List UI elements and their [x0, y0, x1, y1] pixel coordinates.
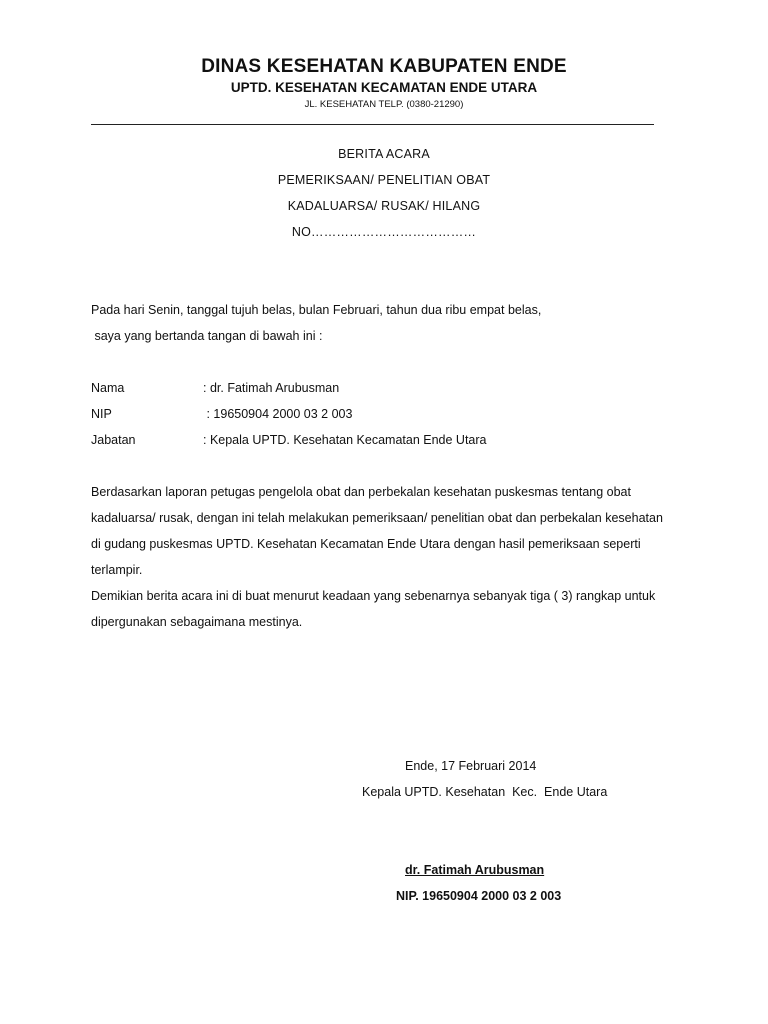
agency-title: DINAS KESEHATAN KABUPATEN ENDE: [201, 56, 567, 77]
doc-title-line2: PEMERIKSAAN/ PENELITIAN OBAT: [277, 173, 491, 187]
intro-line-1: Pada hari Senin, tanggal tujuh belas, bulan Februari, tahun dua ribu empat belas,: [91, 303, 542, 317]
paragraph1-line-1: Berdasarkan laporan petugas pengelola obat dan perbekalan kesehatan puskesmas tentang obat: [91, 485, 631, 499]
unit-title: UPTD. KESEHATAN KECAMATAN ENDE UTARA: [230, 80, 538, 95]
field-label-nip: NIP: [91, 407, 112, 421]
doc-title-line3: KADALUARSA/ RUSAK/ HILANG: [287, 199, 481, 213]
intro-line-2: saya yang bertanda tangan di bawah ini :: [91, 329, 323, 343]
doc-title-line1: BERITA ACARA: [338, 147, 430, 161]
letterhead-divider: [91, 124, 654, 125]
signature-nip: NIP. 19650904 2000 03 2 003: [396, 889, 562, 903]
paragraph2-line-2: dipergunakan sebagaimana mestinya.: [91, 615, 303, 629]
paragraph1-line-3: di gudang puskesmas UPTD. Kesehatan Kecamatan Ende Utara dengan hasil pemeriksaan seperti: [91, 537, 641, 551]
paragraph1-line-2: kadaluarsa/ rusak, dengan ini telah melakukan pemeriksaan/ penelitian obat dan perbekalan kesehatan: [91, 511, 663, 525]
signature-place-date: Ende, 17 Februari 2014: [405, 759, 537, 773]
signature-name: dr. Fatimah Arubusman: [405, 863, 545, 877]
paragraph1-line-4: terlampir.: [91, 563, 143, 577]
field-value-nama: : dr. Fatimah Arubusman: [203, 381, 340, 395]
paragraph2-line-1: Demikian berita acara ini di buat menurut keadaan yang sebenarnya sebanyak tiga ( 3) rangkap untuk: [91, 589, 656, 603]
field-value-jabatan: : Kepala UPTD. Kesehatan Kecamatan Ende Utara: [203, 433, 487, 447]
field-value-nip: : 19650904 2000 03 2 003: [203, 407, 353, 421]
signature-position: Kepala UPTD. Kesehatan Kec. Ende Utara: [362, 785, 608, 799]
doc-number: NO…………………………………: [291, 225, 477, 239]
field-label-nama: Nama: [91, 381, 125, 395]
address-line: JL. KESEHATAN TELP. (0380-21290): [304, 99, 464, 110]
field-label-jabatan: Jabatan: [91, 433, 136, 447]
